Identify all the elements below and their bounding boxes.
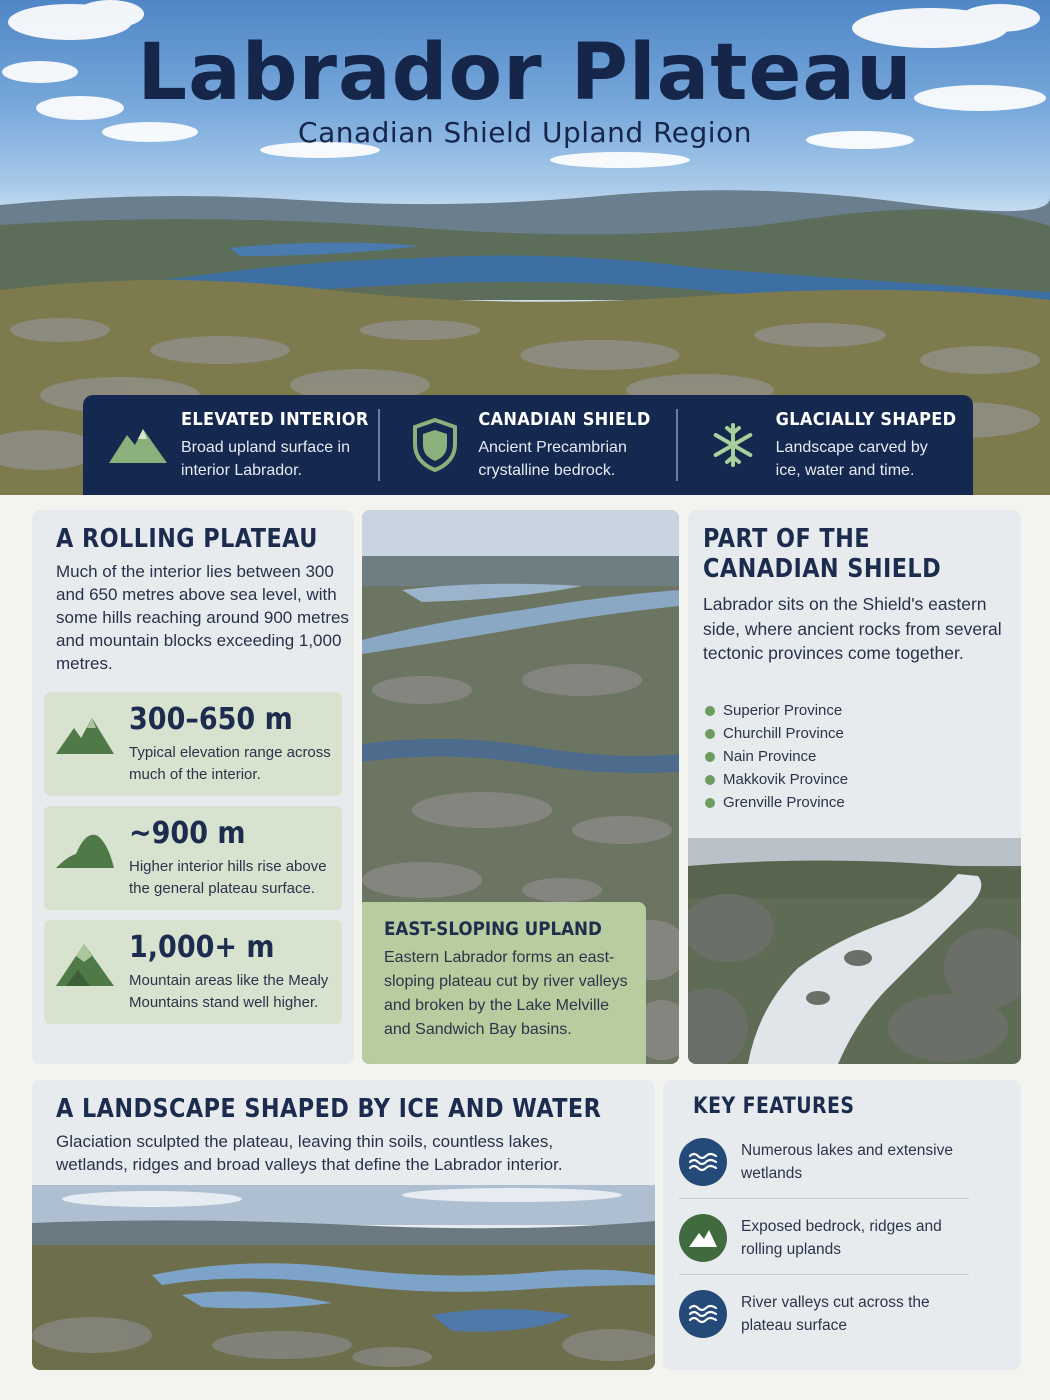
rolling-plateau-title: A ROLLING PLATEAU	[56, 524, 318, 554]
stat-description: Mountain areas like the Mealy Mountains stand well higher.	[129, 972, 329, 1011]
rolling-plateau-text: Much of the interior lies between 300 and 650 metres above sea level, with some hills reaching around 900 metres and mountain blocks exceeding 1,000 metres.	[56, 562, 349, 673]
banner-text: Broad upland surface in interior Labrador.	[181, 438, 350, 479]
hero-section	[0, 0, 1050, 495]
page-title: Labrador Plateau	[137, 28, 913, 118]
stat-mountain-areas	[44, 920, 342, 1024]
shield-title-line2: CANADIAN SHIELD	[703, 554, 942, 584]
divider	[679, 1198, 969, 1199]
rolling-plateau-card	[32, 510, 354, 1064]
stat-value: ~900 m	[129, 816, 246, 851]
water-waves-icon	[679, 1138, 727, 1186]
landscape-title: A LANDSCAPE SHAPED BY ICE AND WATER	[56, 1094, 602, 1124]
river-rapids-image	[688, 838, 1021, 1064]
mountain-peak-icon	[54, 940, 116, 996]
landscape-text: Glaciation sculpted the plateau, leaving thin soils, countless lakes, wetlands, ridges and broad valleys that define the Labrador interior.	[56, 1132, 563, 1174]
list-item	[679, 1282, 969, 1346]
banner-text: Ancient Precambrian crystalline bedrock.	[478, 438, 627, 479]
wetlands-panorama-image	[32, 1185, 655, 1370]
feature-text: River valleys cut across the plateau surface	[741, 1294, 930, 1334]
banner-title: GLACIALLY SHAPED	[775, 408, 957, 430]
hill-icon	[54, 826, 116, 882]
canadian-shield-card	[688, 510, 1021, 1064]
mountain-icon	[107, 417, 169, 473]
list-item: Nain Province	[703, 745, 848, 768]
banner-title: ELEVATED INTERIOR	[181, 408, 369, 430]
divider	[679, 1274, 969, 1275]
east-sloping-card	[362, 510, 679, 1064]
list-item: Grenville Province	[703, 791, 848, 814]
key-features-title: KEY FEATURES	[693, 1094, 855, 1119]
east-sloping-panel	[362, 902, 646, 1064]
shield-title-line1: PART OF THE	[703, 524, 870, 554]
banner-item-elevated	[83, 409, 378, 481]
list-item: Superior Province	[703, 699, 848, 722]
water-waves-icon	[679, 1290, 727, 1338]
east-sloping-title: EAST-SLOPING UPLAND	[384, 918, 602, 940]
stat-interior-hills	[44, 806, 342, 910]
highlights-banner	[83, 395, 973, 495]
shield-icon	[404, 417, 466, 473]
banner-item-glacial	[676, 409, 973, 481]
stat-description: Higher interior hills rise above the general plateau surface.	[129, 858, 327, 897]
list-item: Makkovik Province	[703, 768, 848, 791]
stat-elevation-range	[44, 692, 342, 796]
key-features-card	[663, 1080, 1021, 1370]
page-subtitle: Canadian Shield Upland Region	[298, 116, 752, 149]
list-item	[679, 1206, 969, 1270]
mountain-icon	[679, 1214, 727, 1262]
province-list	[703, 699, 848, 814]
east-sloping-text: Eastern Labrador forms an east-sloping plateau cut by river valleys and broken by the Lake Melville and Sandwich Bay basins.	[384, 949, 628, 1038]
feature-text: Exposed bedrock, ridges and rolling uplands	[741, 1218, 942, 1258]
banner-text: Landscape carved by ice, water and time.	[775, 438, 928, 479]
list-item: Churchill Province	[703, 722, 848, 745]
list-item	[679, 1130, 969, 1194]
banner-title: CANADIAN SHIELD	[478, 408, 651, 430]
feature-text: Numerous lakes and extensive wetlands	[741, 1142, 953, 1182]
stat-value: 300–650 m	[129, 702, 293, 737]
mountain-icon	[54, 712, 116, 768]
banner-item-shield	[378, 409, 675, 481]
snowflake-icon	[702, 417, 764, 473]
landscape-card	[32, 1080, 655, 1370]
stat-description: Typical elevation range across much of the interior.	[129, 744, 331, 783]
stat-value: 1,000+ m	[129, 930, 275, 965]
shield-text: Labrador sits on the Shield's eastern side, where ancient rocks from several tectonic provinces come together.	[703, 594, 1002, 663]
